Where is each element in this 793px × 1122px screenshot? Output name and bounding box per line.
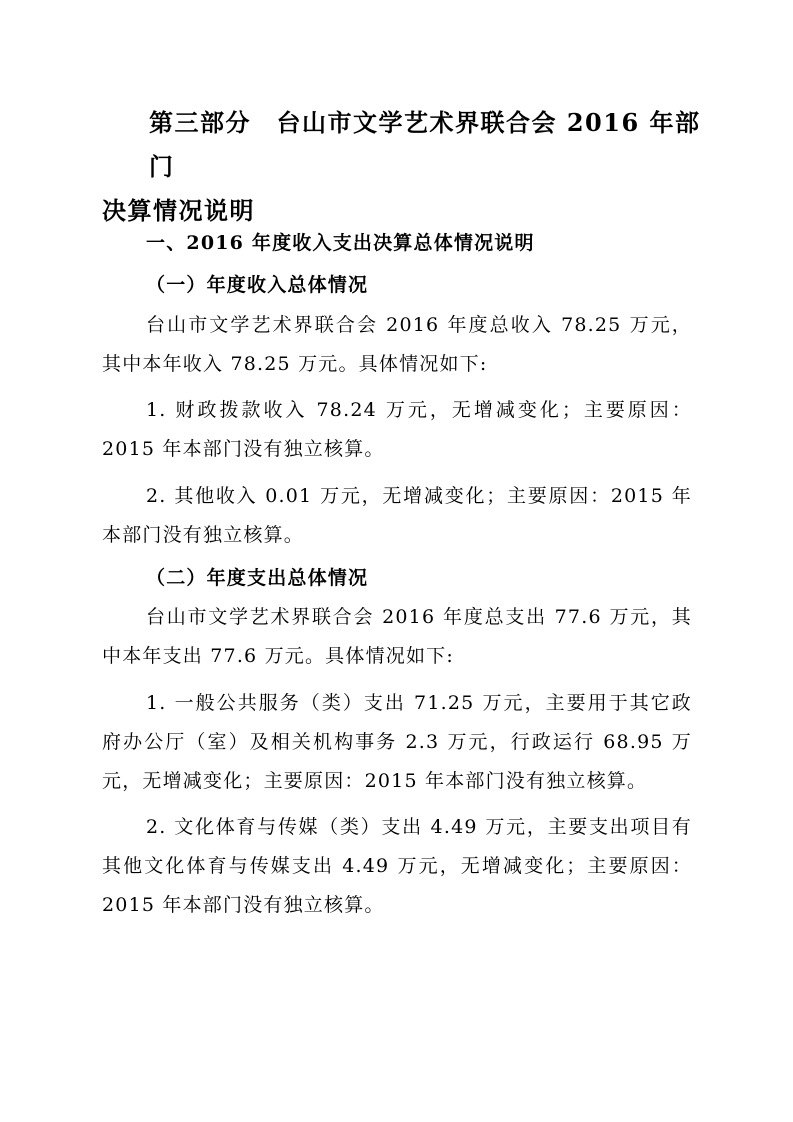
- income-heading: （一）年度收入总体情况: [146, 274, 369, 296]
- document-title: [102, 101, 702, 233]
- income-summary: 台山市文学艺术界联合会 2016 年度总收入 78.25 万元，其中本年收入 78.25 万元。具体情况如下:: [102, 314, 692, 375]
- expense-item-2: 2. 文化体育与传媒（类）支出 4.49 万元，主要支出项目有其他文化体育与传媒支出 4.49 万元，无增减变化；主要原因：2015 年本部门没有独立核算。: [102, 816, 692, 916]
- title-line-2: 决算情况说明: [102, 196, 255, 225]
- section-heading-1: 一、2016 年度收入支出决算总体情况说明: [146, 232, 535, 254]
- expense-item-1: 1. 一般公共服务（类）支出 71.25 万元，主要用于其它政府办公厅（室）及相关机构事务 2.3 万元，行政运行 68.95 万元，无增减变化；主要原因：2015 年本部门没有独立核算。: [102, 692, 692, 792]
- expense-summary: 台山市文学艺术界联合会 2016 年度总支出 77.6 万元，其中本年支出 77.6 万元。具体情况如下:: [102, 606, 692, 667]
- title-line-1: 第三部分 台山市文学艺术界联合会 2016 年部门: [149, 108, 701, 181]
- expense-heading: （二）年度支出总体情况: [146, 567, 369, 589]
- income-item-1: 1. 财政拨款收入 78.24 万元，无增减变化；主要原因：2015 年本部门没有独立核算。: [102, 399, 692, 460]
- income-item-2: 2. 其他收入 0.01 万元，无增减变化；主要原因：2015 年 本部门没有独立核算。: [102, 485, 692, 546]
